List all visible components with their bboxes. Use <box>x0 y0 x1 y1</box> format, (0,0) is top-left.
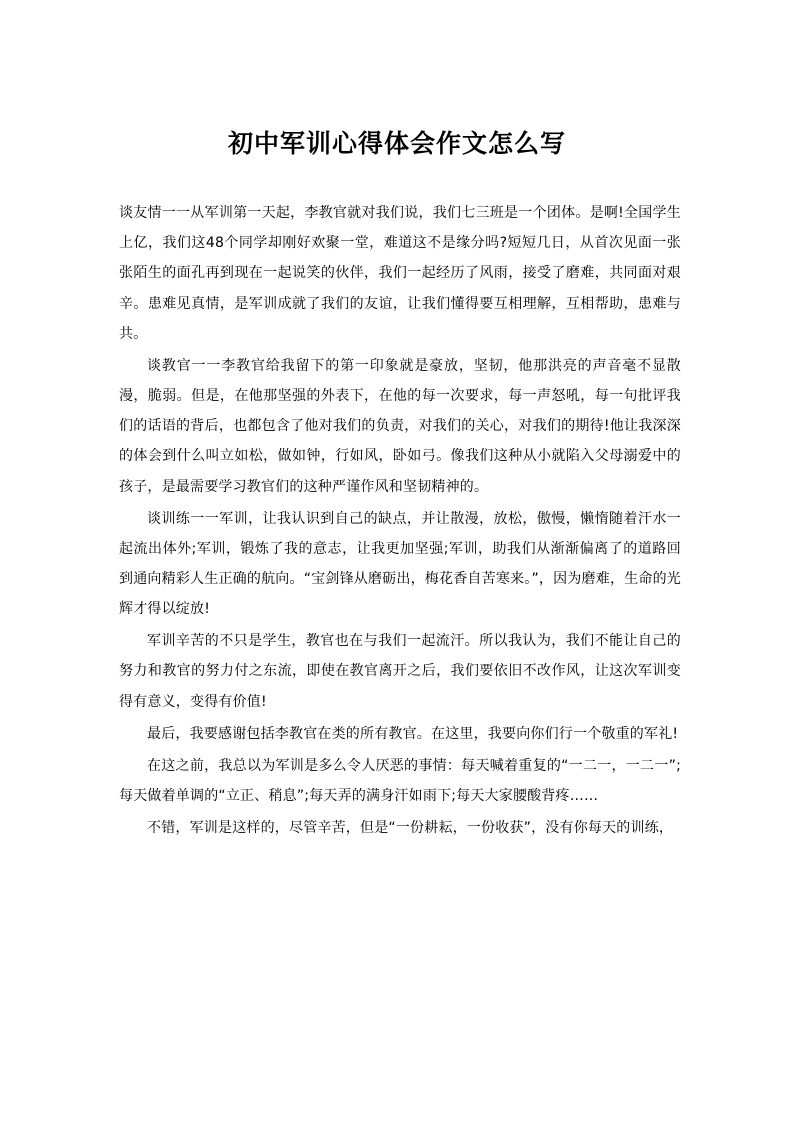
paragraph-instructor: 谈教官一一李教官给我留下的第一印象就是豪放，坚韧，他那洪亮的声音毫不显散漫，脆弱。但是，在他那坚强的外表下，在他的每一次要求，每一声怒吼，每一句批评我们的话语的背后，也都包含了他对我们的负责，对我们的关心，对我们的期待!他让我深深的体会到什么叫立如松，做如钟，行如风，卧如弓。像我们这种从小就陷入父母溺爱中的孩子，是最需要学习教官们的这种严谨作风和坚韧精神的。 <box>119 357 681 495</box>
document-title: 初中军训心得体会作文怎么写 <box>227 129 566 158</box>
document-body <box>119 198 681 845</box>
paragraph-conclusion: 不错，军训是这样的，尽管辛苦，但是“一份耕耘，一份收获”，没有你每天的训练， <box>147 819 674 836</box>
paragraph-friendship: 谈友情一一从军训第一天起，李教官就对我们说，我们七三班是一个团体。是啊!全国学生上亿，我们这48个同学却刚好欢聚一堂，难道这不是缘分吗?短短几日，从首次见面一张张陌生的面孔再到现在一起说笑的伙伴，我们一起经历了风雨，接受了磨难，共同面对艰辛。患难见真情，是军训成就了我们的友谊，让我们懂得要互相理解，互相帮助，患难与共。 <box>119 205 681 342</box>
paragraph-before: 在这之前，我总以为军训是多么令人厌恶的事情：每天喊着重复的“一二一，一二一”;每天做着单调的“立正、稍息”;每天弄的满身汗如雨下;每天大家腰酸背疼…… <box>119 757 681 804</box>
paragraph-thanks: 最后，我要感谢包括李教官在类的所有教官。在这里，我要向你们行一个敬重的军礼! <box>147 725 679 742</box>
paragraph-hardship: 军训辛苦的不只是学生，教官也在与我们一起流汗。所以我认为，我们不能让自己的努力和教官的努力付之东流，即使在教官离开之后，我们要依旧不改作风，让这次军训变得有意义，变得有价值! <box>119 633 681 710</box>
paragraph-training: 谈训练一一军训，让我认识到自己的缺点，并让散漫，放松，傲慢，懒惰随着汗水一起流出体外;军训，锻炼了我的意志，让我更加坚强;军训，助我们从渐渐偏离了的道路回到通向精彩人生正确的航向。“宝剑锋从磨砺出，梅花香自苦寒来。”，因为磨难，生命的光辉才得以绽放! <box>119 510 681 618</box>
